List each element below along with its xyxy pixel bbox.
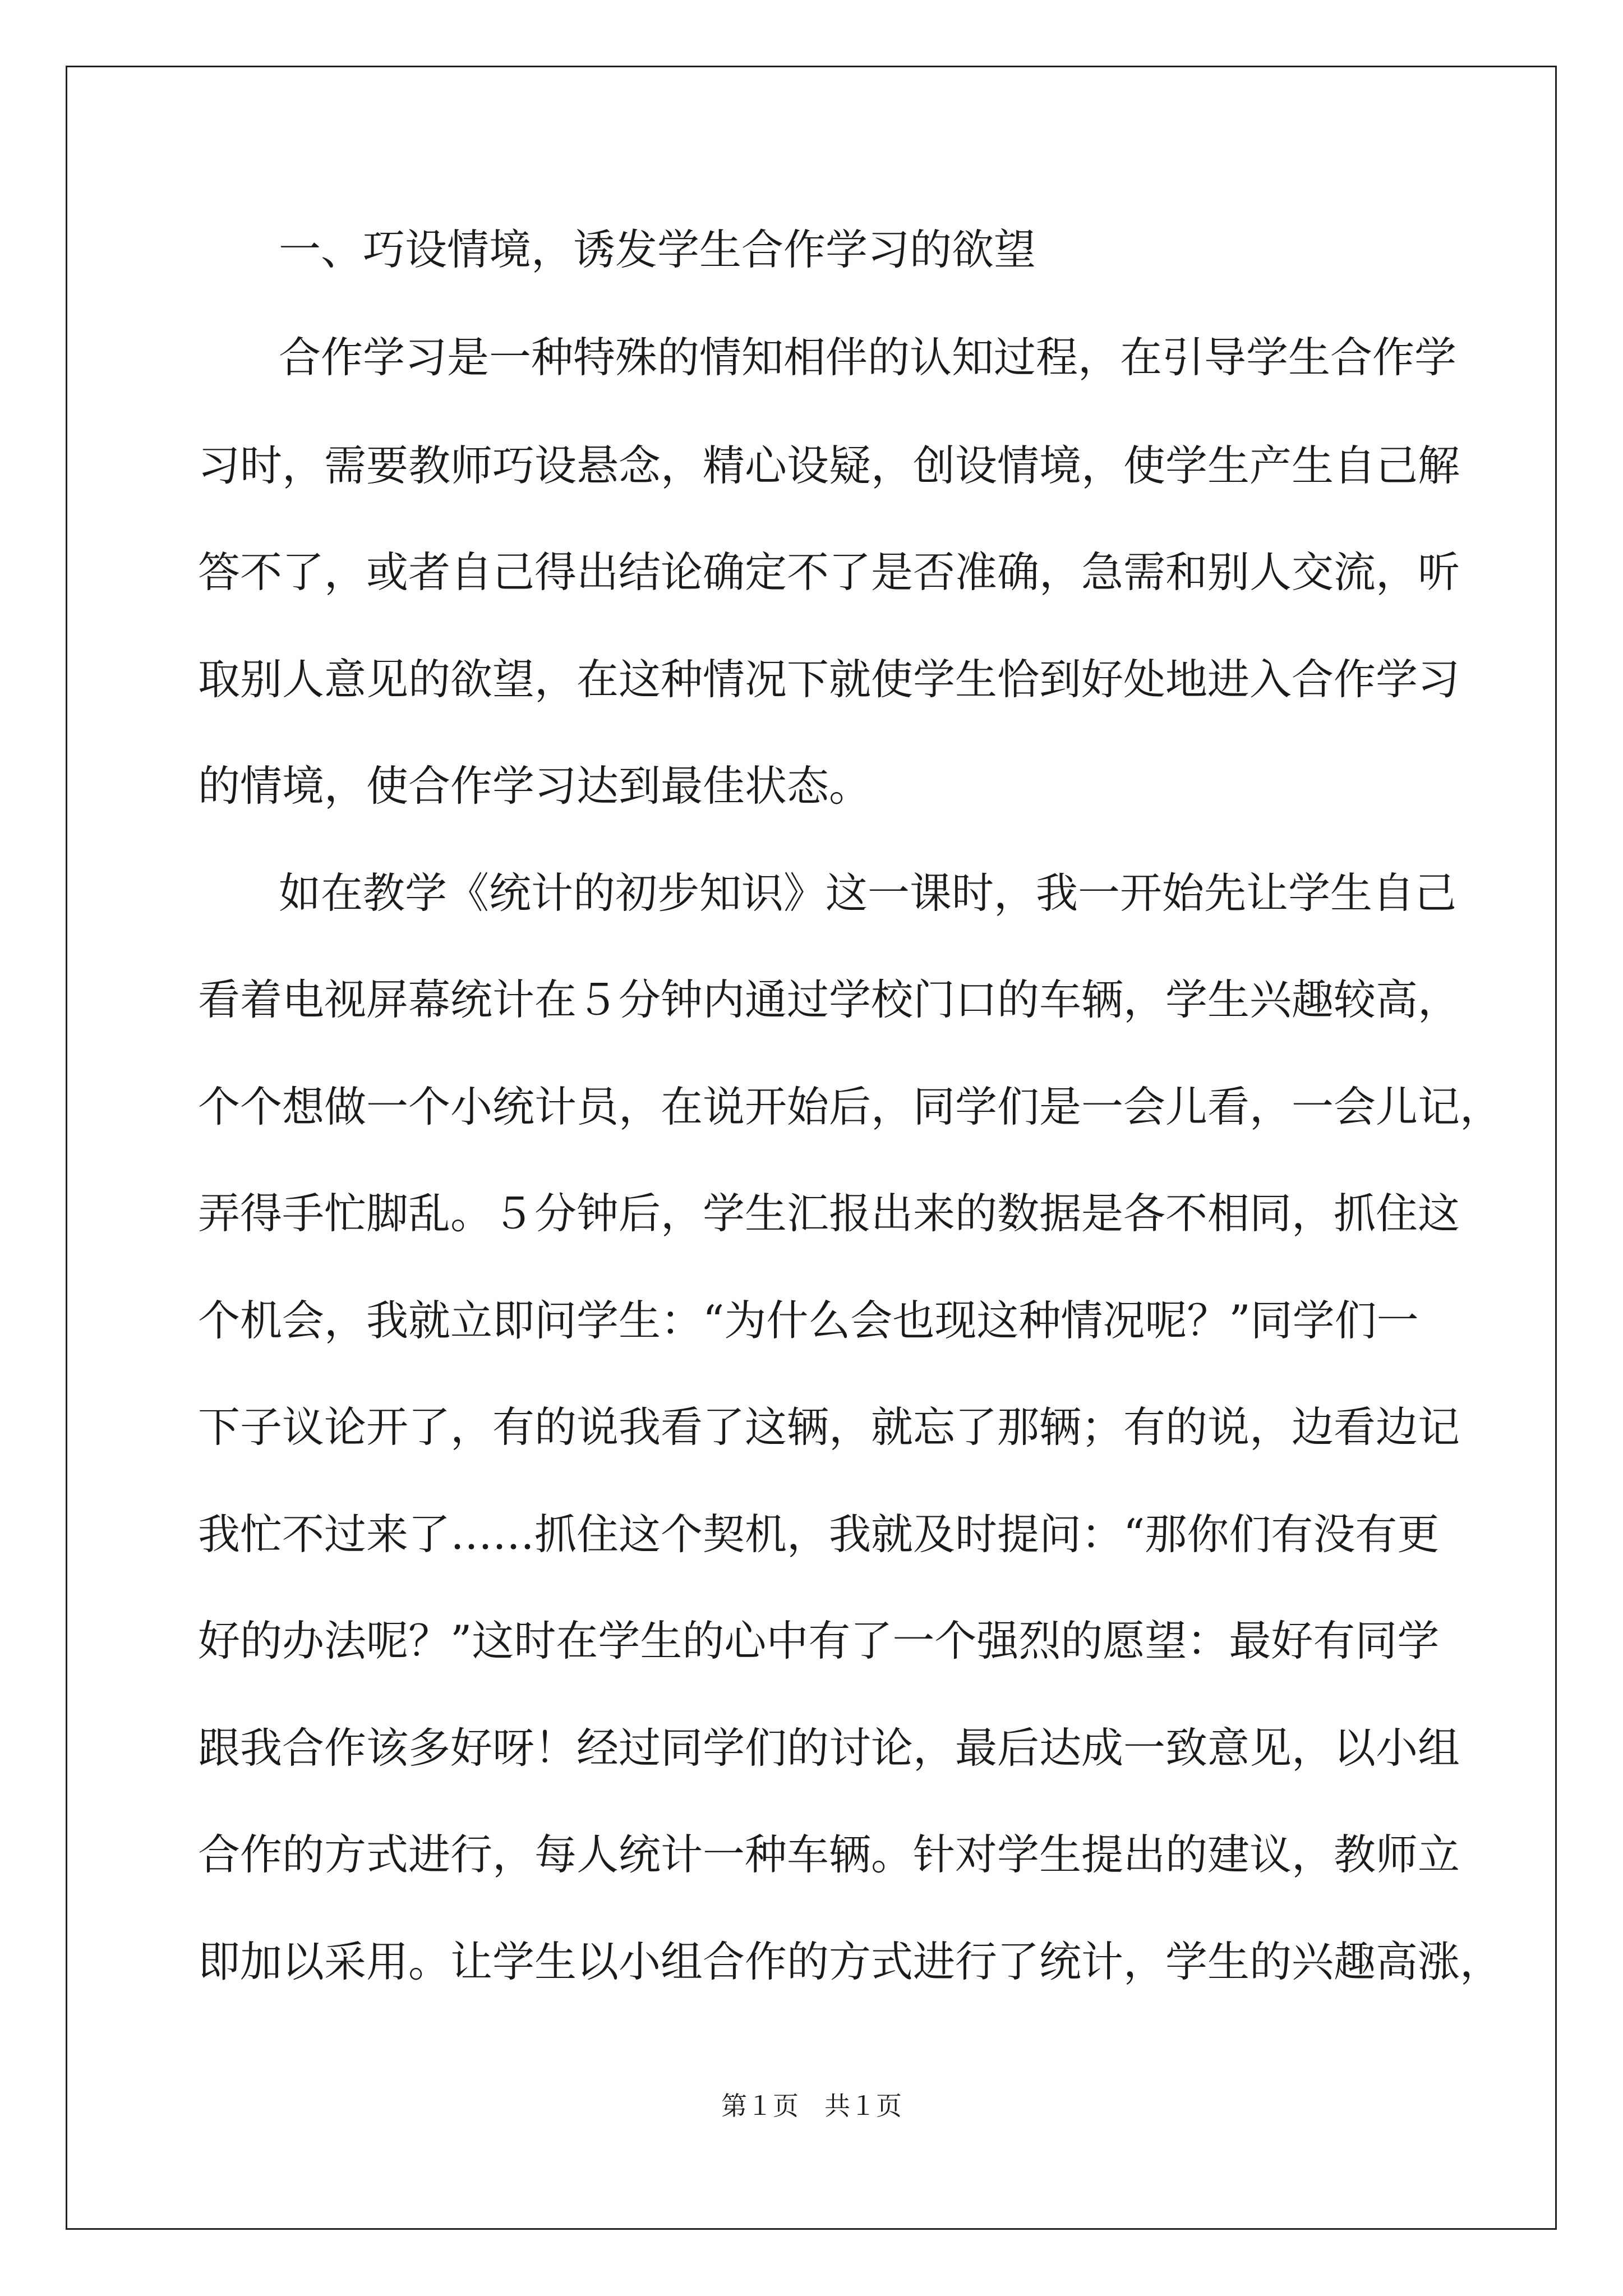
page-number-footer: 第１页 共１页 [721,2091,902,2121]
paragraph-2-line-1: 如在教学《统计的初步知识》这一课时，我一开始先让学生自己 [279,868,1457,918]
paragraph-1-line-5: 的情境，使合作学习达到最佳状态。 [198,761,872,811]
paragraph-2-line-6: 下子议论开了，有的说我看了这辆，就忘了那辆；有的说，边看边记 [198,1402,1460,1452]
paragraph-2-line-5: 个机会，我就立即问学生：“为什么会也现这种情况呢？”同学们一 [198,1296,1419,1345]
paragraph-2-line-7: 我忙不过来了……抓住这个契机，我就及时提问：“那你们有没有更 [198,1510,1440,1559]
paragraph-1-line-2: 习时，需要教师巧设悬念，精心设疑，创设情境，使学生产生自己解 [198,441,1460,490]
page-border [66,66,1557,2230]
paragraph-1-line-3: 答不了，或者自己得出结论确定不了是否准确，急需和别人交流，听 [198,547,1460,597]
paragraph-2-line-8: 好的办法呢？”这时在学生的心中有了一个强烈的愿望：最好有同学 [198,1616,1440,1665]
paragraph-1-line-4: 取别人意见的欲望，在这种情况下就使学生恰到好处地进入合作学习 [198,655,1460,704]
section-heading: 一、巧设情境，诱发学生合作学习的欲望 [279,225,1036,274]
paragraph-2-line-10: 合作的方式进行，每人统计一种车辆。针对学生提出的建议，教师立 [198,1830,1460,1879]
paragraph-2-line-2: 看着电视屏幕统计在５分钟内通过学校门口的车辆，学生兴趣较高， [198,975,1460,1024]
paragraph-2-line-11: 即加以采用。让学生以小组合作的方式进行了统计，学生的兴趣高涨， [198,1937,1502,1986]
paragraph-1-line-1: 合作学习是一种特殊的情知相伴的认知过程，在引导学生合作学 [279,333,1457,382]
paragraph-2-line-3: 个个想做一个小统计员，在说开始后，同学们是一会儿看，一会儿记， [198,1082,1502,1131]
paragraph-2-line-9: 跟我合作该多好呀！经过同学们的讨论，最后达成一致意见，以小组 [198,1723,1460,1773]
paragraph-2-line-4: 弄得手忙脚乱。５分钟后，学生汇报出来的数据是各不相同，抓住这 [198,1189,1460,1238]
